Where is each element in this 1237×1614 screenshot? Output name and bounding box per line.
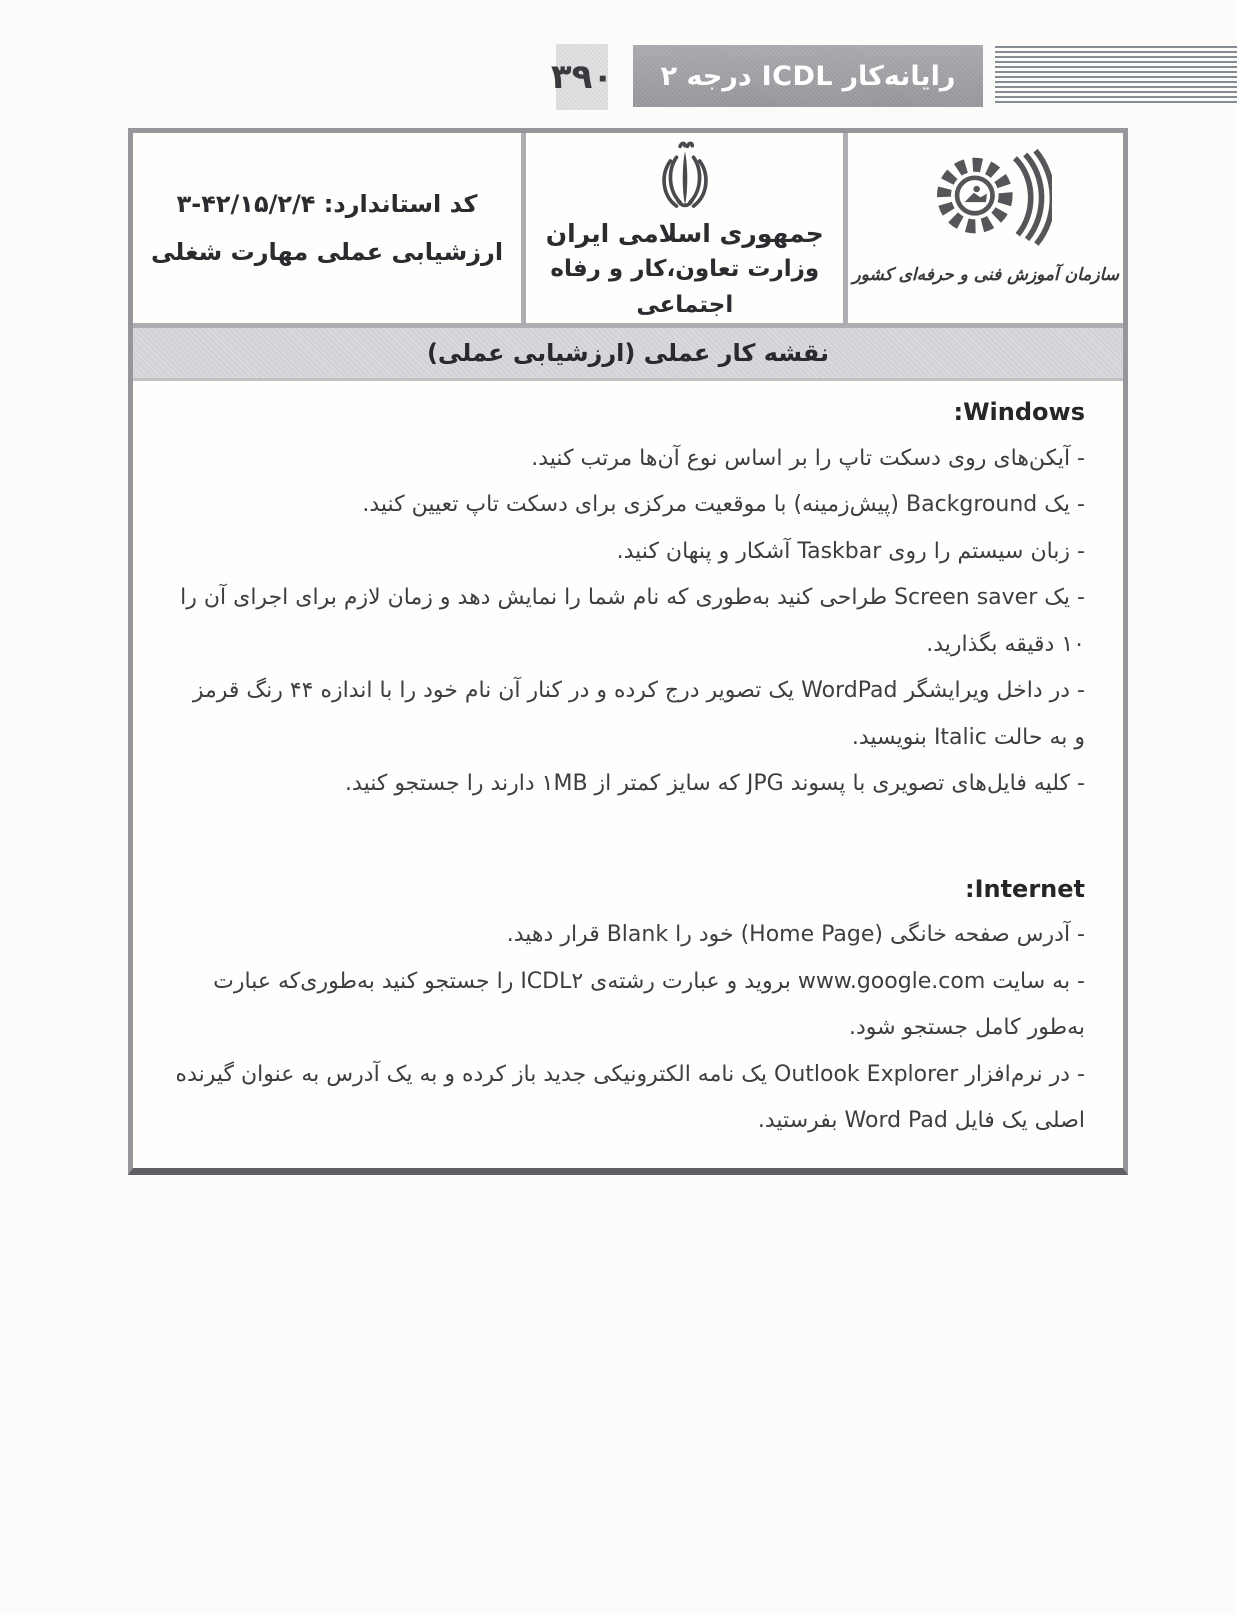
section-heading-windows: Windows:: [953, 398, 1085, 426]
task-line: - یک Screen saver طراحی کنید به‌طوری که نام شما را نمایش دهد و زمان لازم برای اجرای آن را: [180, 585, 1085, 610]
evaluation-label: ارزشیابی عملی مهارت شغلی: [151, 238, 504, 266]
country-name: جمهوری اسلامی ایران: [545, 219, 824, 248]
page-number: ۳۹۰: [556, 44, 608, 110]
task-line: اصلی یک فایل Word Pad بفرستید.: [757, 1108, 1085, 1133]
letterhead-cell-standard: [133, 133, 526, 323]
letterhead-cell-organization: [848, 133, 1123, 323]
task-line: - به سایت www.google.com بروید و عبارت رشته‌ی ICDL۲ را جستجو کنید به‌طوری‌که عبارت: [213, 968, 1085, 994]
task-line: - در داخل ویرایشگر WordPad یک تصویر درج کرده و در کنار آن نام خود را با اندازه ۴۴ رنگ قرمز: [192, 678, 1085, 703]
task-line: - آدرس صفحه خانگی (Home Page) خود را Blank قرار دهید.: [506, 922, 1085, 947]
task-line: - آیکن‌های روی دسکت تاپ را بر اساس نوع آن‌ها مرتب کنید.: [531, 445, 1085, 471]
letterhead-row: [133, 133, 1123, 328]
task-line: - یک Background (پیش‌زمینه) با موقعیت مرکزی برای دسکت تاپ تعیین کنید.: [362, 492, 1085, 517]
decorative-stripes: [995, 46, 1237, 106]
chapter-title: رایانه‌کار ICDL درجه ۲: [660, 60, 956, 92]
task-line: - در نرم‌افزار Outlook Explorer یک نامه الکترونیکی جدید باز کرده و به یک آدرس به عنوان گیرنده: [175, 1061, 1085, 1087]
chapter-title-bar: [633, 45, 983, 107]
standard-code-line: [151, 190, 503, 218]
standard-code-label: کد استاندارد:: [323, 190, 478, 218]
organization-name: سازمان آموزش فنی و حرفه‌ای کشور: [852, 265, 1120, 285]
worksheet-body: [133, 381, 1123, 1145]
standard-code-value: ۳-۴۲/۱۵/۲/۴: [176, 190, 316, 218]
section-windows: [153, 389, 1085, 808]
section-internet: [153, 866, 1085, 1145]
section-heading-internet: Internet:: [964, 874, 1085, 903]
task-line: - زبان سیستم را روی Taskbar آشکار و پنهان کنید.: [616, 538, 1085, 564]
worksheet-box: [128, 128, 1128, 1175]
ministry-name: وزارت تعاون،کار و رفاه اجتماعی: [550, 256, 820, 318]
letterhead-cell-government: [526, 133, 848, 323]
task-line: ۱۰ دقیقه بگذارید.: [926, 631, 1085, 657]
task-line: به‌طور کامل جستجو شود.: [848, 1015, 1085, 1040]
tvto-gear-logo-icon: [920, 147, 1052, 259]
worksheet-band-title: نقشه کار عملی (ارزشیابی عملی): [133, 328, 1123, 381]
task-line: - کلیه فایل‌های تصویری با پسوند JPG که سایز کمتر از ۱MB دارند را جستجو کنید.: [345, 771, 1085, 796]
iran-emblem-icon: [646, 139, 724, 217]
task-line: و به حالت Italic بنویسید.: [851, 724, 1085, 750]
